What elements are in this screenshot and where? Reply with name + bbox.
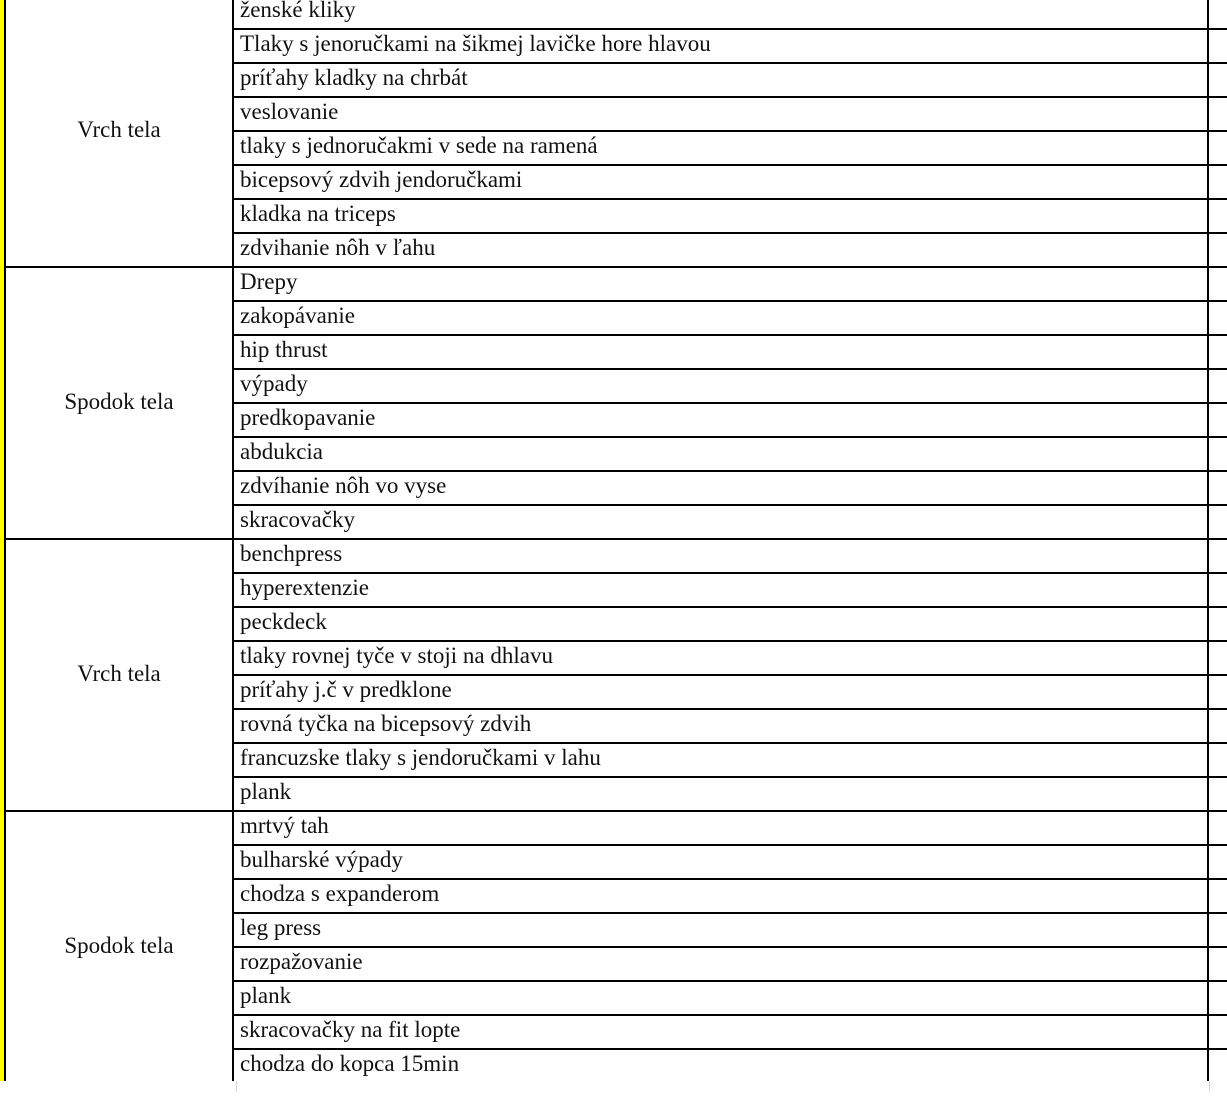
exercise-name: Tlaky s jenoručkami na šikmej lavičke hore hlavou bbox=[240, 31, 711, 56]
exercise-group bbox=[4, 266, 1227, 540]
exercise-name: leg press bbox=[240, 915, 322, 940]
next-column-cell[interactable] bbox=[1205, 1014, 1227, 1048]
next-column-cell[interactable] bbox=[1205, 164, 1227, 198]
exercise-name: chodza do kopca 15min bbox=[240, 1051, 460, 1076]
exercise-cell[interactable] bbox=[234, 266, 1209, 300]
next-column-cell[interactable] bbox=[1205, 980, 1227, 1014]
exercise-name: zdvihanie nôh v ľahu bbox=[240, 235, 436, 260]
exercise-name: predkopavanie bbox=[240, 405, 376, 430]
exercise-cell[interactable] bbox=[234, 742, 1209, 776]
exercise-name: kladka na triceps bbox=[240, 201, 396, 226]
group-label-cell[interactable] bbox=[4, 538, 234, 810]
next-column-cell[interactable] bbox=[1205, 436, 1227, 470]
exercise-cell[interactable] bbox=[234, 946, 1209, 980]
exercise-cell[interactable] bbox=[234, 878, 1209, 912]
next-column-cell[interactable] bbox=[1205, 640, 1227, 674]
exercise-name: tlaky rovnej tyče v stoji na dhlavu bbox=[240, 643, 553, 668]
exercise-cell[interactable] bbox=[234, 402, 1209, 436]
exercise-group bbox=[4, 538, 1227, 812]
exercise-cell[interactable] bbox=[234, 198, 1209, 232]
next-column-cell[interactable] bbox=[1205, 844, 1227, 878]
group-label: Vrch tela bbox=[77, 661, 161, 686]
next-column-cell[interactable] bbox=[1205, 606, 1227, 640]
exercise-name: bicepsový zdvih jendoručkami bbox=[240, 167, 523, 192]
next-column-cell[interactable] bbox=[1205, 300, 1227, 334]
exercise-cell[interactable] bbox=[234, 300, 1209, 334]
exercise-cell[interactable] bbox=[234, 96, 1209, 130]
exercise-name: mrtvý tah bbox=[240, 813, 329, 838]
exercise-name: plank bbox=[240, 779, 292, 804]
exercise-cell[interactable] bbox=[234, 980, 1209, 1014]
exercise-cell[interactable] bbox=[234, 1014, 1209, 1048]
next-column-cell[interactable] bbox=[1205, 470, 1227, 504]
next-column-cell[interactable] bbox=[1205, 1048, 1227, 1082]
exercise-cell[interactable] bbox=[234, 572, 1209, 606]
exercise-name: abdukcia bbox=[240, 439, 324, 464]
exercise-cell[interactable] bbox=[234, 232, 1209, 266]
exercise-name: Drepy bbox=[240, 269, 298, 294]
group-label: Spodok tela bbox=[64, 389, 174, 414]
exercise-name: benchpress bbox=[240, 541, 343, 566]
exercise-name: rozpažovanie bbox=[240, 949, 363, 974]
next-column-cell[interactable] bbox=[1205, 878, 1227, 912]
next-column-cell[interactable] bbox=[1205, 368, 1227, 402]
exercise-name: bulharské výpady bbox=[240, 847, 403, 872]
exercise-name: plank bbox=[240, 983, 292, 1008]
exercise-name: tlaky s jednoručakmi v sede na ramená bbox=[240, 133, 598, 158]
exercise-cell[interactable] bbox=[234, 504, 1209, 538]
exercise-name: rovná tyčka na bicepsový zdvih bbox=[240, 711, 532, 736]
next-column-cell[interactable] bbox=[1205, 538, 1227, 572]
exercise-cell[interactable] bbox=[234, 538, 1209, 572]
exercise-name: skracovačky bbox=[240, 507, 355, 532]
exercise-cell[interactable] bbox=[234, 470, 1209, 504]
exercise-name: francuzske tlaky s jendoručkami v lahu bbox=[240, 745, 601, 770]
exercise-name: zakopávanie bbox=[240, 303, 355, 328]
exercise-name: chodza s expanderom bbox=[240, 881, 440, 906]
exercise-cell[interactable] bbox=[234, 130, 1209, 164]
exercise-cell[interactable] bbox=[234, 606, 1209, 640]
next-column-cell[interactable] bbox=[1205, 232, 1227, 266]
next-column-cell[interactable] bbox=[1205, 742, 1227, 776]
next-column-cell[interactable] bbox=[1205, 334, 1227, 368]
exercise-cell[interactable] bbox=[234, 1048, 1209, 1082]
next-column-cell[interactable] bbox=[1205, 198, 1227, 232]
next-column-cell[interactable] bbox=[1205, 674, 1227, 708]
exercise-cell[interactable] bbox=[234, 62, 1209, 96]
exercise-name: príťahy j.č v predklone bbox=[240, 677, 452, 702]
exercise-cell[interactable] bbox=[234, 164, 1209, 198]
exercise-cell[interactable] bbox=[234, 436, 1209, 470]
exercise-cell[interactable] bbox=[234, 640, 1209, 674]
next-column-cell[interactable] bbox=[1205, 62, 1227, 96]
exercise-name: hyperextenzie bbox=[240, 575, 369, 600]
gridline bbox=[1209, 1081, 1210, 1092]
next-column-cell[interactable] bbox=[1205, 0, 1227, 28]
exercise-name: príťahy kladky na chrbát bbox=[240, 65, 468, 90]
exercise-name: ženské kliky bbox=[240, 0, 356, 22]
exercise-name: výpady bbox=[240, 371, 308, 396]
exercise-cell[interactable] bbox=[234, 810, 1209, 844]
group-label: Spodok tela bbox=[64, 933, 174, 958]
exercise-cell[interactable] bbox=[234, 368, 1209, 402]
next-column-cell[interactable] bbox=[1205, 946, 1227, 980]
sheet-bottom-area bbox=[0, 1081, 1227, 1098]
exercise-cell[interactable] bbox=[234, 708, 1209, 742]
next-column-cell[interactable] bbox=[1205, 708, 1227, 742]
gridline bbox=[236, 1081, 237, 1092]
exercise-cell[interactable] bbox=[234, 912, 1209, 946]
exercise-cell[interactable] bbox=[234, 0, 1209, 28]
next-column-cell[interactable] bbox=[1205, 130, 1227, 164]
next-column-cell[interactable] bbox=[1205, 96, 1227, 130]
next-column-cell[interactable] bbox=[1205, 28, 1227, 62]
next-column-cell[interactable] bbox=[1205, 810, 1227, 844]
exercise-name: peckdeck bbox=[240, 609, 327, 634]
next-column-cell[interactable] bbox=[1205, 402, 1227, 436]
group-label: Vrch tela bbox=[77, 117, 161, 142]
exercise-name: hip thrust bbox=[240, 337, 328, 362]
exercise-cell[interactable] bbox=[234, 28, 1209, 62]
exercise-cell[interactable] bbox=[234, 334, 1209, 368]
exercise-name: skracovačky na fit lopte bbox=[240, 1017, 461, 1042]
next-column-cell[interactable] bbox=[1205, 572, 1227, 606]
next-column-cell[interactable] bbox=[1205, 266, 1227, 300]
exercise-group bbox=[4, 810, 1227, 1084]
group-label-cell[interactable] bbox=[4, 0, 234, 266]
exercise-name: veslovanie bbox=[240, 99, 339, 124]
group-label-cell[interactable] bbox=[4, 266, 234, 538]
next-column-cell[interactable] bbox=[1205, 912, 1227, 946]
group-label-cell[interactable] bbox=[4, 810, 234, 1082]
exercise-cell[interactable] bbox=[234, 674, 1209, 708]
exercise-cell[interactable] bbox=[234, 776, 1209, 810]
next-column-cell[interactable] bbox=[1205, 504, 1227, 538]
exercise-name: zdvíhanie nôh vo vyse bbox=[240, 473, 447, 498]
exercise-cell[interactable] bbox=[234, 844, 1209, 878]
next-column-cell[interactable] bbox=[1205, 776, 1227, 810]
exercise-group bbox=[4, 0, 1227, 268]
